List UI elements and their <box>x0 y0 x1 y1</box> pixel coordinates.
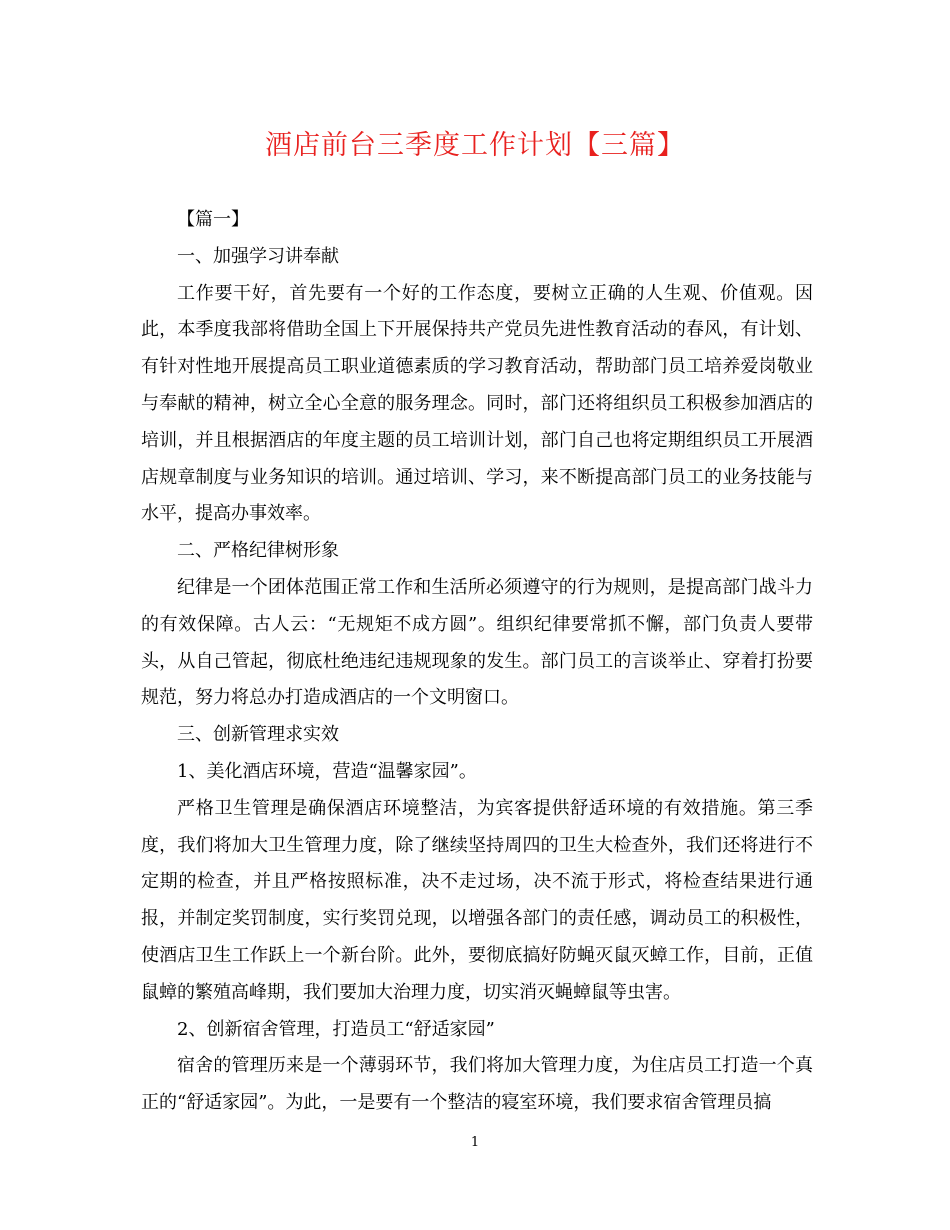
page-number: 1 <box>470 1135 480 1150</box>
heading-study-dedication: 一、加强学习讲奉献 <box>177 245 339 267</box>
paragraph-discipline-image: 纪律是一个团体范围正常工作和生活所必须遵守的行为规则，是提高部门战斗力的有效保障。古人云：“无规矩不成方圆”。组织纪律要常抓不懈，部门负责人要带头，从自己管起，彻底杜绝违纪违规现象的发生。部门员工的言谈举止、穿着打扮要规范，努力将总办打造成酒店的一个文明窗口。 <box>141 576 813 709</box>
document-body <box>141 202 813 1122</box>
section-heading-part-one: 【篇一】 <box>177 209 249 230</box>
heading-innovation-management: 三、创新管理求实效 <box>177 724 339 746</box>
document-title: 酒店前台三季度工作计划【三篇】 <box>265 130 685 161</box>
paragraph-dormitory-management: 宿舍的管理历来是一个薄弱环节，我们将加大管理力度，为住店员工打造一个真正的“舒适家园”。为此，一是要有一个整洁的寝室环境，我们要求宿舍管理员搞 <box>141 1055 813 1114</box>
paragraph-hotel-environment: 严格卫生管理是确保酒店环境整洁，为宾客提供舒适环境的有效措施。第三季度，我们将加大卫生管理力度，除了继续坚持周四的卫生大检查外，我们还将进行不定期的检查，并且严格按照标准，决不走过场，决不流于形式，将检查结果进行通报，并制定奖罚制度，实行奖罚兑现，以增强各部门的责任感，调动员工的积极性，使酒店卫生工作跃上一个新台阶。此外，要彻底搞好防蝇灭鼠灭蟑工作，目前，正值鼠蟑的繁殖高峰期，我们要加大治理力度，切实消灭蝇蟑鼠等虫害。 <box>141 797 813 1003</box>
heading-discipline-image: 二、严格纪律树形象 <box>177 540 339 562</box>
subheading-hotel-environment: 1、美化酒店环境，营造“温馨家园”。 <box>177 760 477 782</box>
subheading-dormitory-management: 2、创新宿舍管理，打造员工“舒适家园” <box>177 1018 495 1040</box>
paragraph-study-dedication: 工作要干好，首先要有一个好的工作态度，要树立正确的人生观、价值观。因此，本季度我部将借助全国上下开展保持共产党员先进性教育活动的春风，有计划、有针对性地开展提高员工职业道德素质的学习教育活动，帮助部门员工培养爱岗敬业与奉献的精神，树立全心全意的服务理念。同时，部门还将组织员工积极参加酒店的培训，并且根据酒店的年度主题的员工培训计划，部门自己也将定期组织员工开展酒店规章制度与业务知识的培训。通过培训、学习，来不断提高部门员工的业务技能与水平，提高办事效率。 <box>141 282 813 525</box>
